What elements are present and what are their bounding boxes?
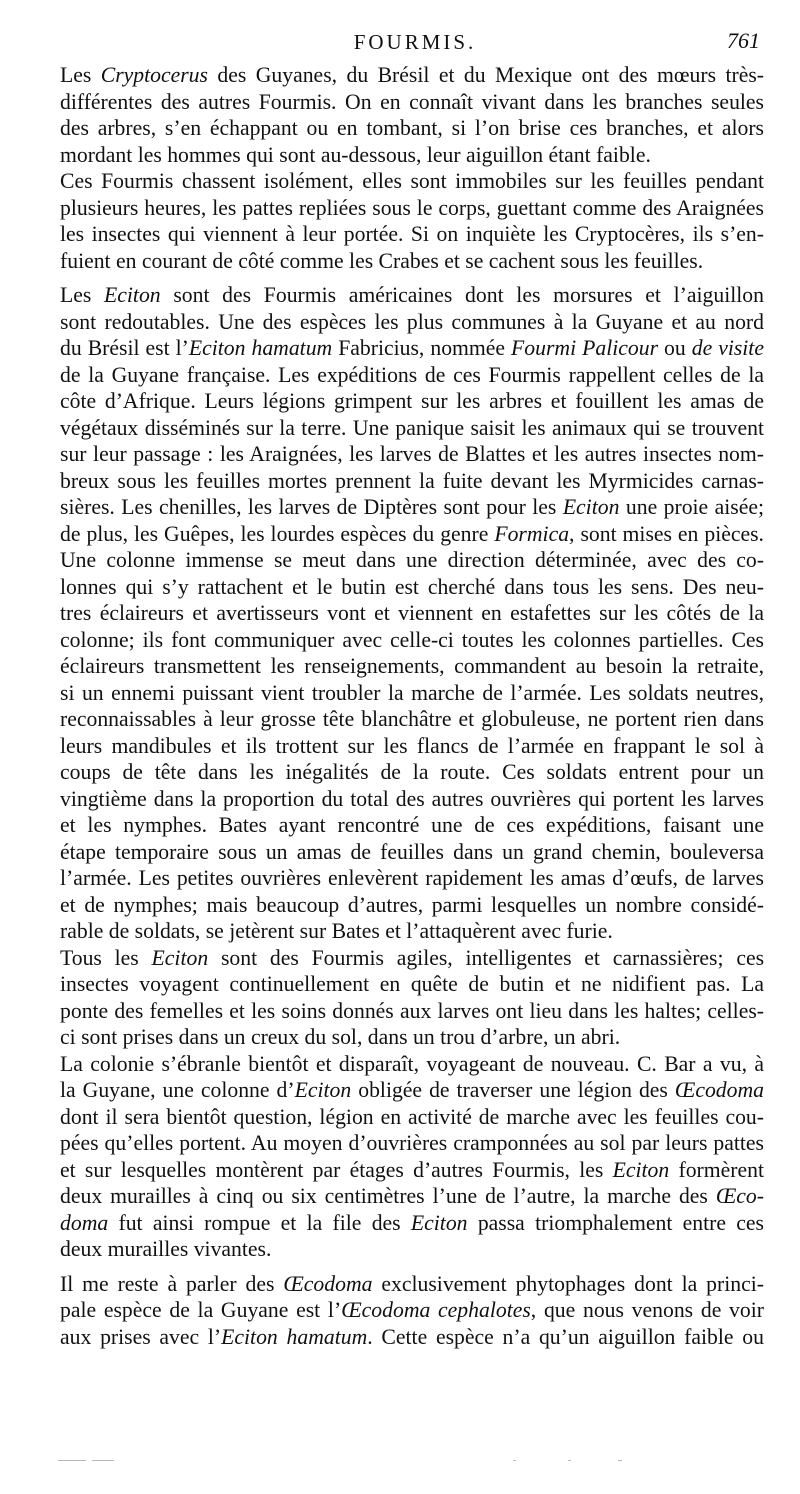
text-line	[60, 388, 764, 415]
text-run: végétaux disséminés sur la terre. Une panique saisit les animaux qui se trouvent	[60, 415, 764, 440]
text-run: et sur lesquelles montèrent par étages d’autres Fourmis, les	[60, 1157, 613, 1182]
text-line	[60, 1157, 764, 1184]
text-line	[60, 1236, 764, 1263]
text-line	[60, 1024, 764, 1051]
text-line	[60, 441, 764, 468]
paragraph	[60, 945, 764, 1051]
italic-term: Œcodoma	[674, 1078, 764, 1102]
paragraph	[60, 1051, 764, 1263]
text-run: et les nymphes. Bates ayant rencontré une de ces expéditions, faisant une	[60, 813, 764, 837]
text-run: côte d’Afrique. Leurs légions grimpent sur les arbres et fouillent les amas de	[60, 389, 764, 413]
text-line	[60, 282, 764, 309]
text-line	[60, 309, 764, 336]
text-run: deux murailles vivantes.	[60, 1237, 272, 1261]
text-run: La colonie s’ébranle bientôt et disparaît, voyageant de nouveau. C. Bar a vu, à	[60, 1051, 764, 1076]
italic-term: de visite	[691, 336, 764, 360]
italic-term: doma	[60, 1210, 109, 1235]
text-run: obligée de traverser une légion des	[351, 1078, 675, 1102]
text-run: sur leur passage : les Araignées, les larves de Blattes et les autres insectes nom-	[60, 442, 764, 466]
text-run: , que nous venons de voir	[530, 1298, 764, 1322]
text-run: formèrent	[669, 1157, 764, 1182]
text-line	[60, 89, 764, 116]
text-run: lonnes qui s’y rattachent et le butin est cherché dans tous les sens. Des neu-	[60, 574, 764, 599]
text-run: ponte des femelles et les soins donnés aux larves ont lieu dans les haltes; celles-	[60, 998, 764, 1023]
text-line	[60, 733, 764, 760]
text-run: les insectes qui viennent à leur portée. Si on inquiète les Cryptocères, ils s’en-	[60, 222, 764, 246]
text-run: coups de tête dans les inégalités de la route. Ces soldats entrent pour un	[60, 760, 764, 784]
text-line	[60, 1183, 764, 1210]
italic-term: Eciton hamatum	[221, 1324, 368, 1349]
italic-term: Eciton	[294, 1078, 352, 1102]
italic-term: Eciton hamatum	[188, 336, 333, 360]
italic-term: Œco-	[715, 1184, 764, 1208]
paragraph	[60, 1271, 764, 1351]
text-line	[60, 362, 764, 389]
italic-term: Eciton	[410, 1210, 468, 1235]
italic-term: Eciton	[151, 945, 209, 970]
text-run: Fabricius, nommée	[332, 336, 512, 360]
text-line	[60, 627, 764, 654]
italic-term: Œcodoma cephalotes	[341, 1298, 531, 1322]
text-line	[60, 839, 764, 866]
text-run: sont redoutables. Une des espèces les plus communes à la Guyane et au nord	[60, 309, 764, 334]
italic-term: Eciton	[612, 1157, 670, 1182]
text-run: l’armée. Les petites ouvrières enlevèrent rapidement les amas d’œufs, de larves	[60, 866, 764, 890]
text-line	[60, 971, 764, 998]
text-run: des Guyanes, du Brésil et du Mexique ont des mœurs très-	[207, 63, 764, 87]
text-run: Ces Fourmis chassent isolément, elles sont immobiles sur les feuilles pendant	[60, 169, 764, 193]
text-run: pale espèce de la Guyane est l’	[60, 1298, 342, 1322]
text-line	[60, 600, 764, 627]
text-run: tres éclaireurs et avertisseurs vont et viennent en estafettes sur les côtés de la	[60, 601, 764, 625]
text-line	[60, 468, 764, 495]
text-line	[60, 1130, 764, 1157]
text-run: fuient en courant de côté comme les Crabes et se cachent sous les feuilles.	[60, 248, 704, 273]
text-run: sont des Fourmis agiles, intelligentes et carnassières; ces	[208, 945, 765, 970]
text-run: de plus, les Guêpes, les lourdes espèces du genre	[60, 521, 495, 546]
text-run: reconnaissables à leur grosse tête blanchâtre et globuleuse, ne portent rien dans	[60, 707, 764, 731]
text-run: rable de soldats, se jetèrent sur Bates et l’attaquèrent avec furie.	[60, 919, 613, 943]
text-run: deux murailles à cinq ou six centimètres l’une de l’autre, la marche des	[60, 1184, 716, 1208]
text-run: plusieurs heures, les pattes repliées sous le corps, guettant comme des Araignées	[60, 195, 764, 220]
italic-term: Eciton	[562, 495, 620, 519]
text-line	[60, 1077, 764, 1104]
paragraph	[60, 168, 764, 274]
text-run: Les	[60, 63, 101, 87]
text-run: , sont mises en pièces.	[569, 521, 764, 546]
text-line	[60, 1051, 764, 1078]
text-line	[60, 1210, 764, 1237]
text-line	[60, 574, 764, 601]
page-number: 761	[727, 28, 760, 53]
italic-term: Fourmi Palicour	[511, 336, 659, 360]
italic-term: Eciton	[104, 283, 161, 307]
text-line	[60, 168, 764, 195]
text-line	[60, 547, 764, 574]
text-line	[60, 918, 764, 945]
text-run: une proie aisée;	[619, 495, 764, 519]
text-line	[60, 142, 764, 169]
text-line	[60, 706, 764, 733]
text-run: Une colonne immense se meut dans une direction déterminée, avec des co-	[60, 548, 764, 572]
text-run: dont il sera bientôt question, légion en activité de marche avec les feuilles cou-	[60, 1104, 764, 1129]
text-line	[60, 812, 764, 839]
text-run: passa triomphalement entre ces	[467, 1210, 764, 1235]
text-line	[60, 221, 764, 248]
text-run: Tous les	[60, 945, 152, 970]
text-line	[60, 1271, 764, 1298]
text-run: vingtième dans la proportion du total des autres ouvrières qui portent les larves	[60, 786, 764, 811]
paragraph	[60, 62, 764, 168]
text-line	[60, 653, 764, 680]
text-line	[60, 680, 764, 707]
text-run: Il me reste à parler des	[60, 1271, 284, 1296]
text-run: la Guyane, une colonne d’	[60, 1078, 295, 1102]
text-line	[60, 892, 764, 919]
text-run: du Brésil est l’	[60, 336, 189, 360]
text-line	[60, 62, 764, 89]
text-run: pées qu’elles portent. Au moyen d’ouvrières cramponnées au sol par leurs pattes	[60, 1131, 764, 1155]
text-run: différentes des autres Fourmis. On en connaît vivant dans les branches seules	[60, 89, 764, 114]
text-run: mordant les hommes qui sont au-dessous, leur aiguillon étant faible.	[60, 142, 651, 167]
paragraph	[60, 282, 764, 945]
text-run: et de nymphes; mais beaucoup d’autres, parmi lesquelles un nombre considé-	[60, 892, 764, 917]
text-line	[60, 786, 764, 813]
text-line	[60, 195, 764, 222]
text-run: aux prises avec l’	[60, 1324, 222, 1349]
italic-term: Formica	[494, 521, 570, 546]
text-run: sont des Fourmis américaines dont les morsures et l’aiguillon	[160, 283, 764, 307]
page-header	[60, 24, 770, 58]
text-line	[60, 865, 764, 892]
text-run: Les	[60, 283, 105, 307]
text-run: ci sont prises dans un creux du sol, dans un trou d’arbre, un abri.	[60, 1025, 621, 1049]
text-run: colonne; ils font communiquer avec celle-ci toutes les colonnes partielles. Ces	[60, 627, 764, 652]
text-run: . Cette espèce n’a qu’un aiguillon faible ou	[367, 1324, 764, 1349]
text-line	[60, 415, 764, 442]
text-run: breux sous les feuilles mortes prennent la fuite devant les Myrmicides carnas-	[60, 468, 764, 493]
scan-artifacts	[58, 1460, 762, 1468]
text-run: leurs mandibules et ils trottent sur les flancs de l’armée en frappant le sol à	[60, 733, 764, 758]
text-line	[60, 1104, 764, 1131]
text-run: insectes voyagent continuellement en quête de butin et ne nidifient pas. La	[60, 972, 764, 996]
text-line	[60, 335, 764, 362]
italic-term: Œcodoma	[283, 1271, 373, 1296]
text-line	[60, 115, 764, 142]
body-text	[60, 62, 764, 1350]
text-line	[60, 1297, 764, 1324]
text-line	[60, 494, 764, 521]
italic-term: Cryptocerus	[100, 63, 208, 87]
running-title: FOURMIS.	[353, 30, 477, 54]
text-line	[60, 759, 764, 786]
text-run: sières. Les chenilles, les larves de Diptères sont pour les	[60, 495, 563, 519]
text-run: des arbres, s’en échappant ou en tombant, si l’on brise ces branches, et alors	[60, 116, 764, 140]
text-run: ou	[658, 336, 692, 360]
text-line	[60, 1324, 764, 1351]
text-run: fut ainsi rompue et la file des	[108, 1210, 411, 1235]
text-line	[60, 945, 764, 972]
text-line	[60, 521, 764, 548]
text-run: exclusivement phytophages dont la princi-	[372, 1271, 764, 1296]
text-line	[60, 998, 764, 1025]
text-run: étape temporaire sous un amas de feuilles dans un grand chemin, bouleversa	[60, 839, 764, 864]
text-run: éclaireurs transmettent les renseignements, commandent au besoin la retraite,	[60, 654, 764, 678]
text-run: de la Guyane française. Les expéditions de ces Fourmis rappellent celles de la	[60, 362, 764, 387]
text-line	[60, 248, 764, 275]
text-run: si un ennemi puissant vient troubler la marche de l’armée. Les soldats neutres,	[60, 680, 764, 705]
